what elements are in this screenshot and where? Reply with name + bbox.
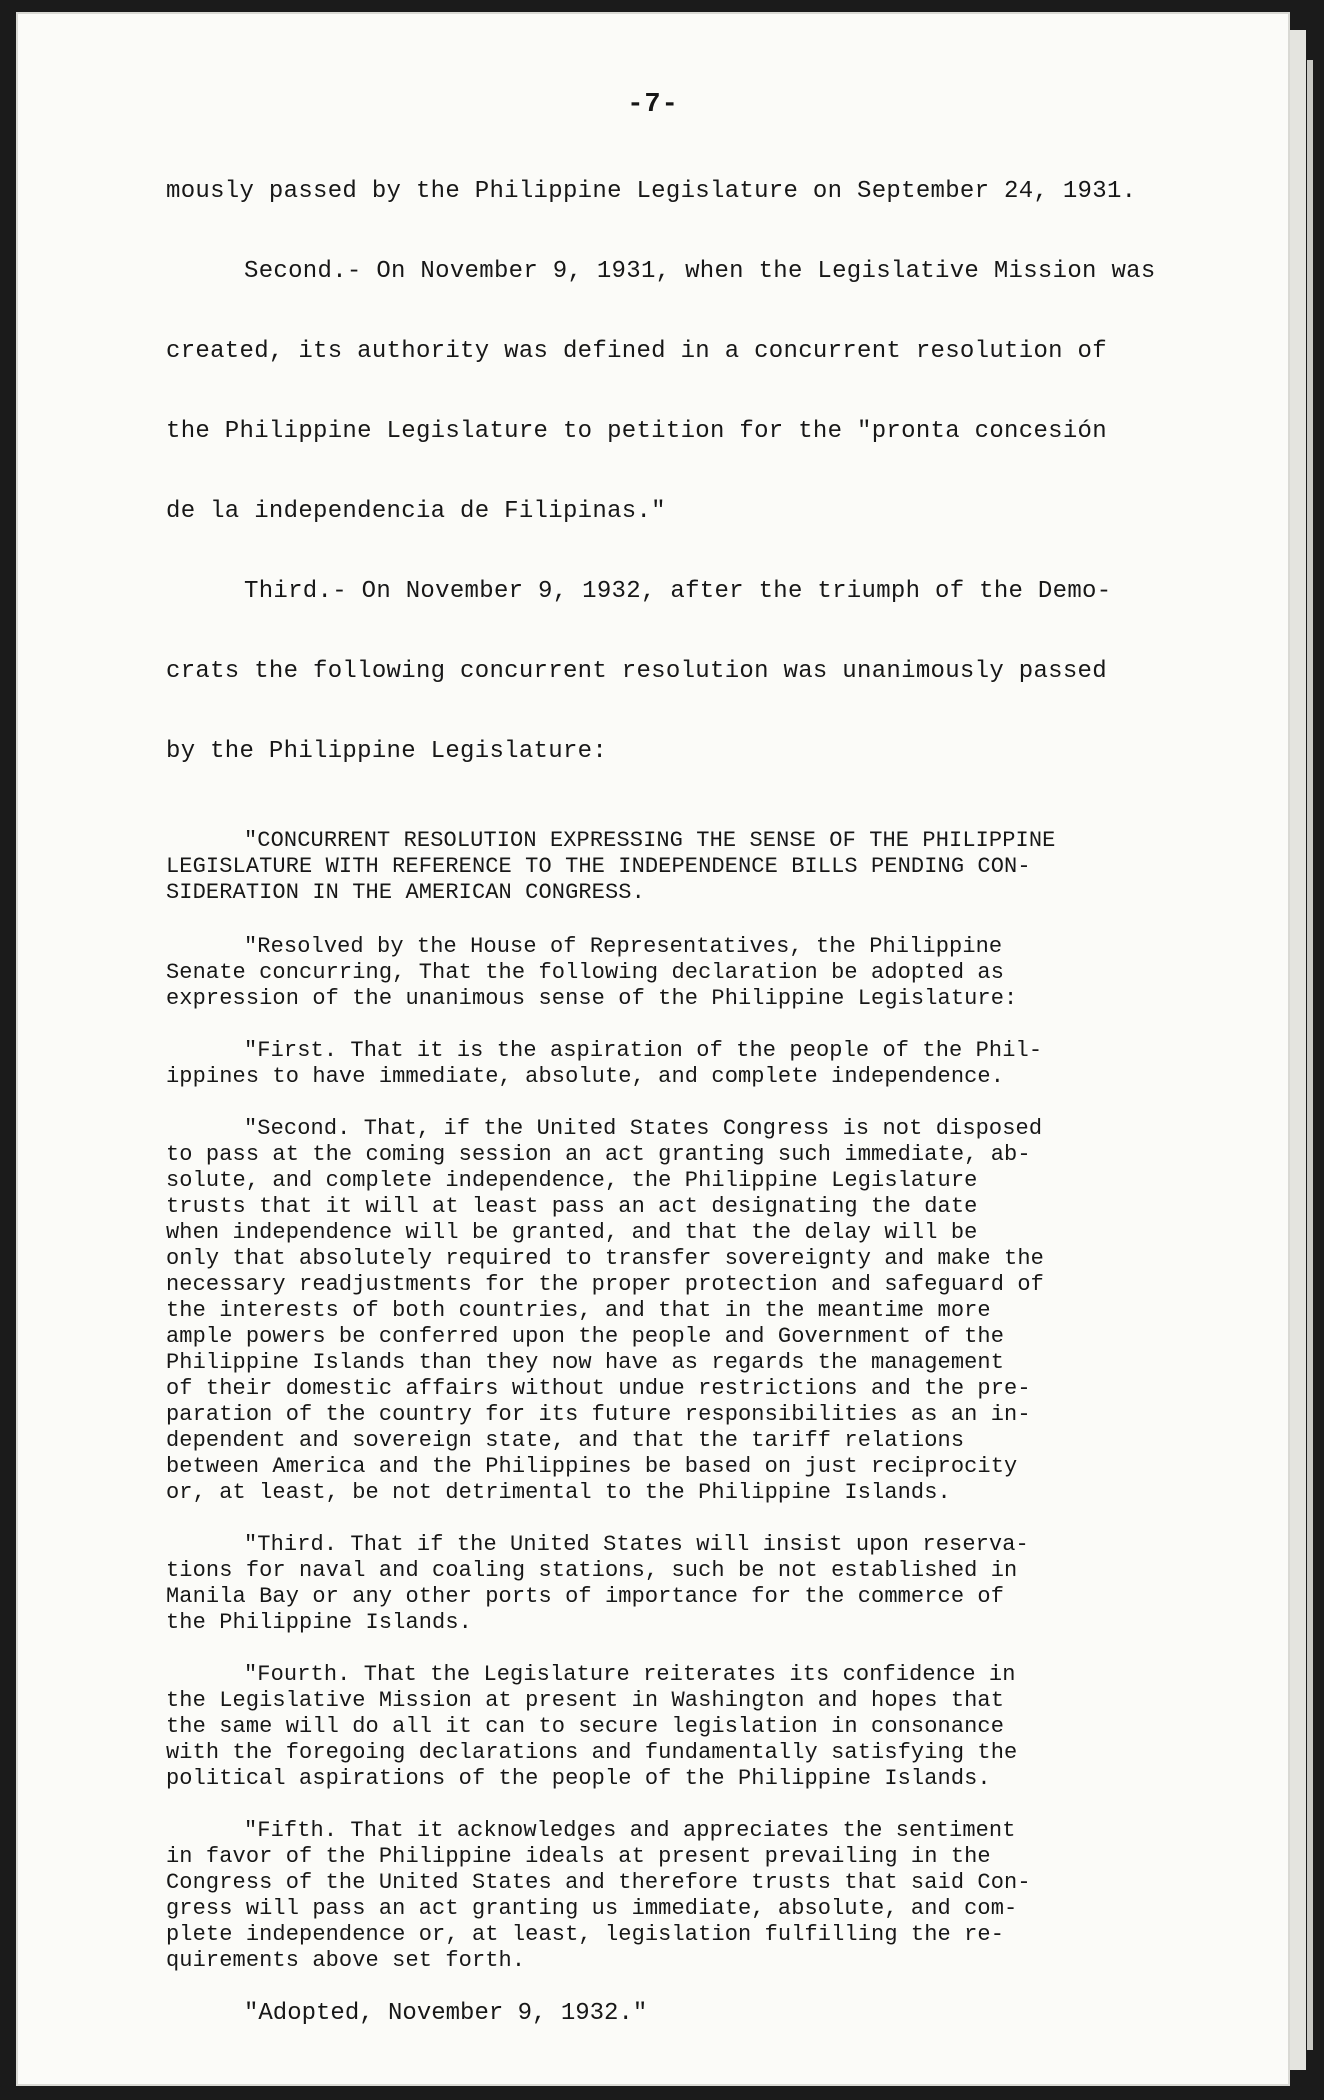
page-number: -7- xyxy=(627,90,679,120)
page-edge-shadow xyxy=(1307,60,1313,2050)
third-paragraph-line-2: crats the following concurrent resolution was unanimously passed xyxy=(166,658,1107,685)
page-edge-strip xyxy=(1290,30,1306,2070)
second-paragraph-line-2: created, its authority was defined in a concurrent resolution of xyxy=(166,338,1107,365)
resolution-first-clause: "First. That it is the aspiration of the people of the Phil- ippines to have immediate, absolute, and complete independence. xyxy=(166,1038,1043,1089)
resolution-second-clause: "Second. That, if the United States Congress is not disposed to pass at the coming session an act granting such immediate, ab- solute, and complete independence, the Philippine Legislature trusts that it will at least pass an act designating the date when independence will be granted, and that the delay will be only that absolutely required to transfer sovereignty and make the necessary readjustments for the proper protection and safeguard of the interests of both countries, and that in the meantime more ample powers be conferred upon the people and Government of the Philippine Islands than they now have as regards the management of their domestic affairs without undue restrictions and the pre- paration of the country for its future responsibilities as an in- dependent and sovereign state, and that the tariff relations between America and the Philippines be based on just reciprocity or, at least, be not detrimental to the Philippine Islands. xyxy=(166,1116,1044,1505)
narrative-line-1: mously passed by the Philippine Legislature on September 24, 1931. xyxy=(166,178,1137,205)
second-paragraph-line-3: the Philippine Legislature to petition for the "pronta concesión xyxy=(166,418,1107,445)
resolution-resolved-clause: "Resolved by the House of Representatives, the Philippine Senate concurring, That the following declaration be adopted as expression of the unanimous sense of the Philippine Legislature: xyxy=(166,934,1018,1011)
second-paragraph-line-4: de la independencia de Filipinas." xyxy=(166,498,666,525)
resolution-third-clause: "Third. That if the United States will insist upon reserva- tions for naval and coaling stations, such be not established in Manila Bay or any other ports of importance for the commerce of the Philippine Islands. xyxy=(166,1532,1029,1635)
resolution-title: "CONCURRENT RESOLUTION EXPRESSING THE SENSE OF THE PHILIPPINE LEGISLATURE WITH REFERENCE TO THE INDEPENDENCE BILLS PENDING CON- SIDERATION IN THE AMERICAN CONGRESS. xyxy=(166,828,1056,905)
adopted-date: "Adopted, November 9, 1932." xyxy=(244,2000,648,2027)
document-body xyxy=(166,152,1226,2028)
resolution-fourth-clause: "Fourth. That the Legislature reiterates its confidence in the Legislative Mission at present in Washington and hopes that the same will do all it can to secure legislation in consonance with the foregoing declarations and fundamentally satisfying the political aspirations of the people of the Philippine Islands. xyxy=(166,1662,1018,1791)
third-paragraph-line-3: by the Philippine Legislature: xyxy=(166,738,608,765)
document-page xyxy=(18,14,1288,2084)
second-paragraph-line-1: Second.- On November 9, 1931, when the Legislative Mission was xyxy=(244,258,1156,285)
third-paragraph-line-1: Third.- On November 9, 1932, after the triumph of the Demo- xyxy=(244,578,1112,605)
resolution-fifth-clause: "Fifth. That it acknowledges and appreciates the sentiment in favor of the Philippine ideals at present prevailing in the Congress of the United States and therefore trusts that said Con- gress will pass an act granting us immediate, absolute, and com- plete independence or, at least, legislation fulfilling the re- quirements above set forth. xyxy=(166,1818,1031,1973)
